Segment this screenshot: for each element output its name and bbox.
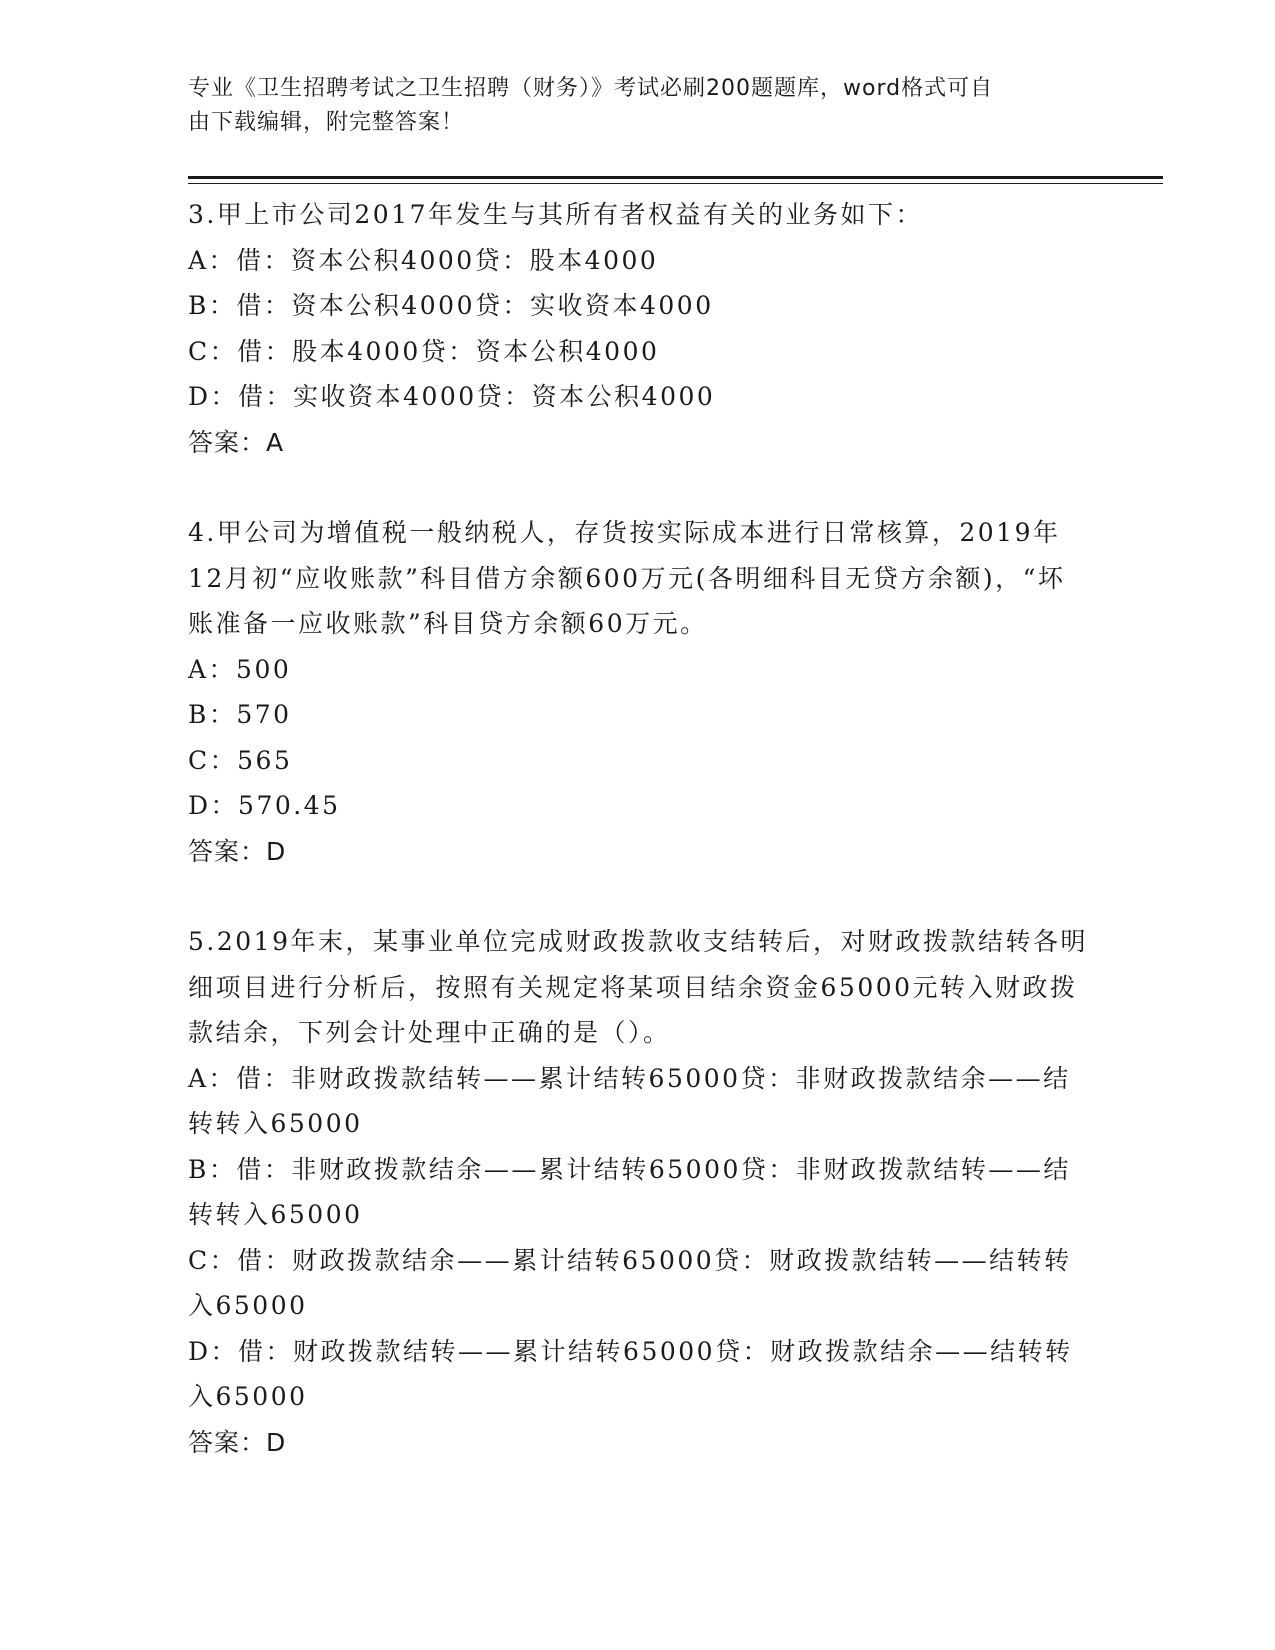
option-c: C：借：财政拨款结余——累计结转65000贷：财政拨款结转——结转转入65000	[188, 1245, 1072, 1320]
question-3	[188, 192, 1088, 465]
answer-label: 答案：A	[188, 427, 285, 457]
header-line-1: 专业《卫生招聘考试之卫生招聘（财务）》考试必刷200题题库，word格式可自	[188, 76, 994, 101]
question-5	[188, 919, 1088, 1465]
question-list	[188, 192, 1088, 1510]
option-b: B：借：资本公积4000贷：实收资本4000	[188, 291, 714, 320]
option-a: A：500	[188, 654, 292, 684]
option-c: C：565	[188, 745, 293, 775]
option-c: C：借：股本4000贷：资本公积4000	[188, 336, 660, 366]
page-header	[188, 72, 1068, 140]
header-line-2: 由下载编辑，附完整答案！	[188, 110, 465, 135]
header-rule-thick	[188, 176, 1163, 179]
option-b: B：借：非财政拨款结余——累计结转65000贷：非财政拨款结转——结转转入65000	[188, 1154, 1071, 1229]
option-d: D：570.45	[188, 791, 341, 820]
answer-label: 答案：D	[188, 836, 287, 866]
option-d: D：借：财政拨款结转——累计结转65000贷：财政拨款结余——结转转入65000	[188, 1336, 1073, 1411]
question-text: 3.甲上市公司2017年发生与其所有者权益有关的业务如下：	[188, 200, 923, 229]
answer-label: 答案：D	[188, 1427, 287, 1457]
question-text: 4.甲公司为增值税一般纳税人，存货按实际成本进行日常核算，2019年12月初“应收账款”科目借方余额600万元(各明细科目无贷方余额)，“坏账准备一应收账款”科目贷方余额60万元。	[188, 518, 1066, 638]
question-4	[188, 510, 1088, 874]
option-d: D：借：实收资本4000贷：资本公积4000	[188, 382, 716, 411]
option-a: A：借：非财政拨款结转——累计结转65000贷：非财政拨款结余——结转转入65000	[188, 1063, 1071, 1138]
question-text: 5.2019年末，某事业单位完成财政拨款收支结转后，对财政拨款结转各明细项目进行分析后，按照有关规定将某项目结余资金65000元转入财政拨款结余，下列会计处理中正确的是（）。	[188, 927, 1088, 1047]
option-b: B：570	[188, 700, 292, 729]
header-rule-thin	[188, 183, 1163, 184]
option-a: A：借：资本公积4000贷：股本4000	[188, 245, 659, 275]
